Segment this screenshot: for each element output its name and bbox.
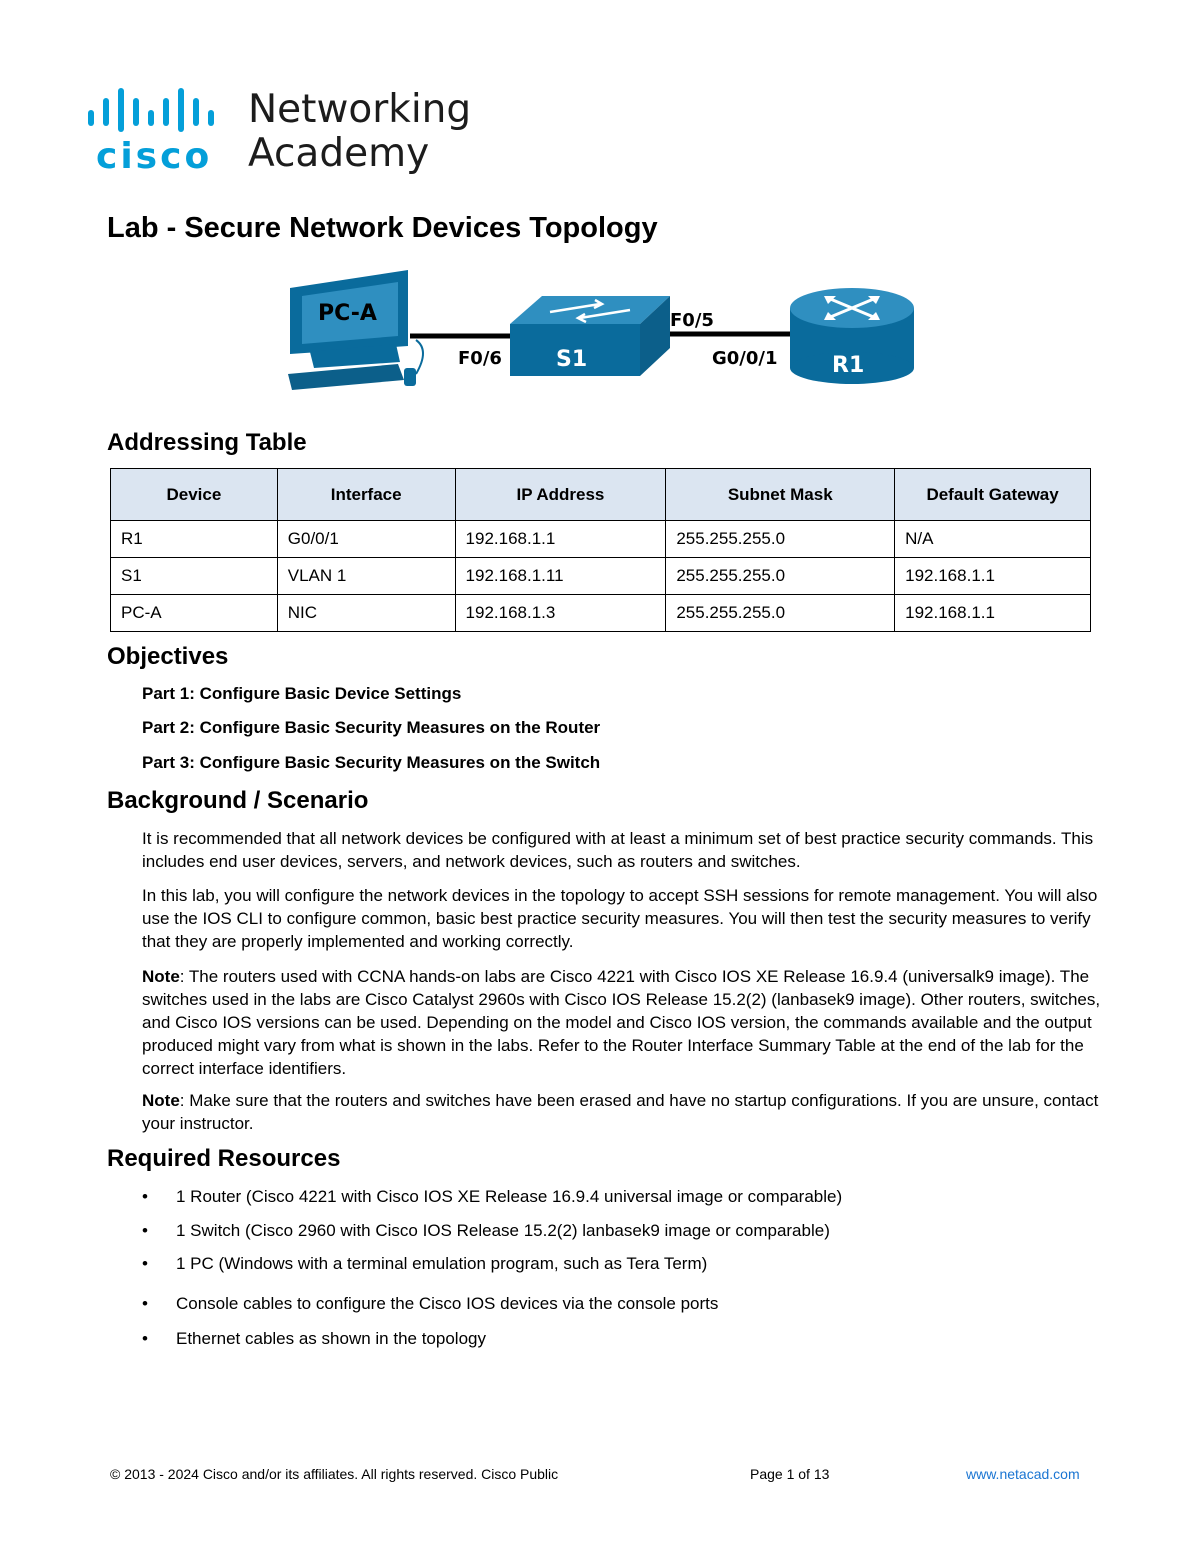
table-cell: G0/0/1 [277,521,455,558]
footer-page-number: Page 1 of 13 [750,1466,830,1482]
objective-item-part-2: Part 2: Configure Basic Security Measures on the Router [142,718,601,737]
column-header: Interface [277,469,455,521]
port-label-pc-side: F0/6 [458,348,502,369]
bullet-icon: • [142,1187,148,1206]
page-title: Lab - Secure Network Devices Topology [107,212,658,244]
addressing-heading: Addressing Table [107,429,307,456]
resources-heading: Required Resources [107,1145,341,1172]
note-text: : The routers used with CCNA hands-on labs are Cisco 4221 with Cisco IOS XE Release 16.9.4 (universalk9 image). The switches used in the labs are Cisco Catalyst 2960s with Cisco IOS Release 15.2(2) (lanbasek9 image). Other routers, switches, and Cisco IOS versions can be used. Depending on the model and Cisco IOS version, the commands available and the output produced might vary from what is shown in the labs. Refer to the Router Interface Summary Table at the end of the lab for the correct interface identifiers. [142,967,1101,1078]
addressing-table [110,468,1091,632]
pc-label: PC-A [318,301,377,326]
cisco-bars-icon [86,84,236,184]
bullet-icon: • [142,1294,148,1313]
column-header: Default Gateway [895,469,1091,521]
column-header: Device [111,469,278,521]
port-label-router: G0/0/1 [712,348,778,369]
port-label-switch-to-router: F0/5 [670,310,714,331]
table-row [111,558,1091,595]
table-cell: VLAN 1 [277,558,455,595]
switch-icon [510,296,670,376]
table-cell: PC-A [111,595,278,632]
table-cell: N/A [895,521,1091,558]
table-cell: R1 [111,521,278,558]
table-cell: 255.255.255.0 [666,595,895,632]
router-icon [790,288,914,384]
table-cell: 255.255.255.0 [666,558,895,595]
column-header: Subnet Mask [666,469,895,521]
table-cell: 192.168.1.11 [455,558,666,595]
background-heading: Background / Scenario [107,787,369,814]
note-text: : Make sure that the routers and switches have been erased and have no startup configurations. If you are unsure, contact your instructor. [142,1091,1099,1133]
table-cell: 192.168.1.1 [895,595,1091,632]
table-cell: NIC [277,595,455,632]
background-paragraph-1: It is recommended that all network devices be configured with at least a minimum set of best practice security commands. This includes end user devices, servers, and network devices, such as routers and switches. [142,829,1094,871]
objective-item-part-1: Part 1: Configure Basic Device Settings [142,684,462,703]
table-cell: S1 [111,558,278,595]
table-row [111,595,1091,632]
objective-item-part-3: Part 3: Configure Basic Security Measures on the Switch [142,753,601,772]
background-note-1 [142,965,1102,1080]
switch-label: S1 [556,347,588,372]
table-cell: 192.168.1.1 [895,558,1091,595]
topology-diagram [280,262,930,402]
logo-line-academy: Academy [248,131,430,176]
bullet-icon: • [142,1329,148,1348]
table-cell: 255.255.255.0 [666,521,895,558]
bullet-icon: • [142,1221,148,1240]
bullet-icon: • [142,1254,148,1273]
footer-link[interactable]: www.netacad.com [966,1466,1080,1482]
column-header: IP Address [455,469,666,521]
router-label: R1 [832,353,865,378]
objectives-heading: Objectives [107,643,229,670]
note-label: Note [142,1091,180,1110]
footer-copyright: © 2013 - 2024 Cisco and/or its affiliates. All rights reserved. Cisco Public [110,1466,559,1482]
cisco-networking-academy-logo [86,84,486,184]
table-header-row [111,469,1091,521]
table-cell: 192.168.1.3 [455,595,666,632]
table-cell: 192.168.1.1 [455,521,666,558]
computer-icon [288,270,423,390]
cisco-wordmark: cisco [96,136,213,177]
logo-line-networking: Networking [248,87,472,132]
note-label: Note [142,967,180,986]
background-note-2 [142,1089,1102,1135]
background-paragraph-2: In this lab, you will configure the network devices in the topology to accept SSH sessions for remote management. You will also use the IOS CLI to configure common, basic best practice security measures. You will then test the security measures to verify that they are properly implemented and working correctly. [142,886,1098,951]
table-row [111,521,1091,558]
